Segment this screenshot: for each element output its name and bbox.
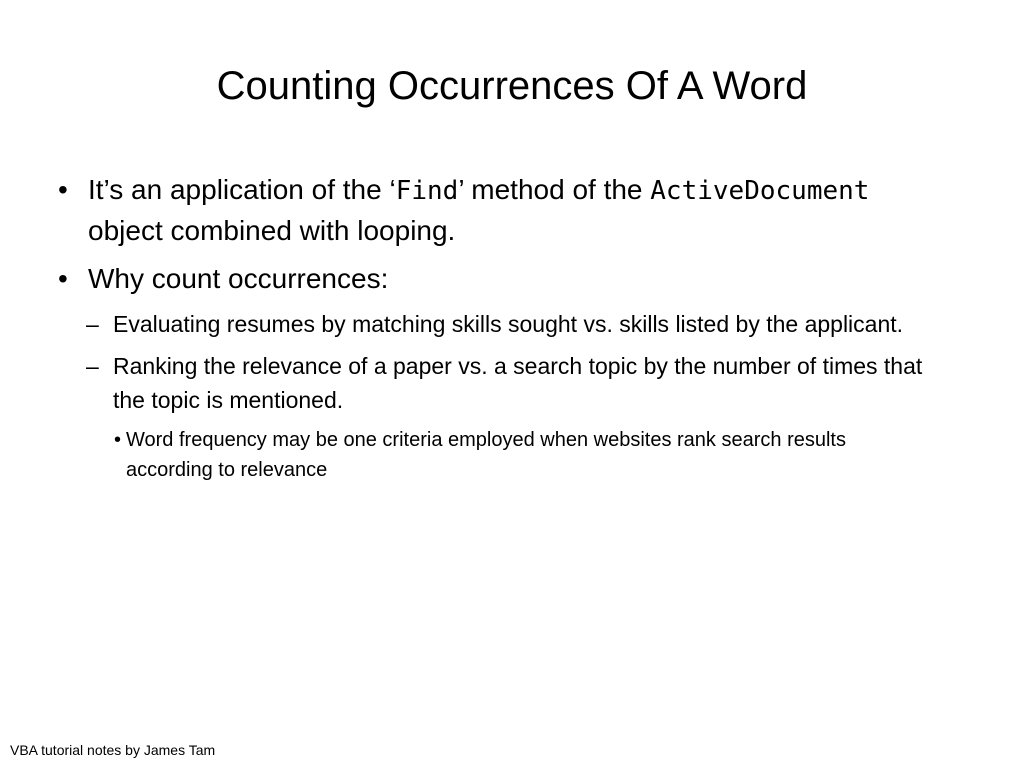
bullet-marker: • — [114, 429, 122, 451]
bullet-text: Why count occurrences: — [88, 263, 389, 294]
sub-bullet-resumes — [58, 307, 938, 341]
sub-sub-bullet-text: Word frequency may be one criteria employed when websites rank search results according to relevance — [126, 429, 846, 481]
dash-marker: – — [86, 311, 99, 337]
bullet-marker: • — [58, 174, 68, 205]
footer-credit: VBA tutorial notes by James Tam — [10, 742, 216, 758]
bullet-text-before: It’s an application of the ‘ — [88, 174, 396, 205]
sub-bullet-ranking — [58, 349, 938, 417]
code-find: Find — [395, 176, 459, 206]
slide-content — [58, 170, 938, 485]
sub-sub-bullet-word-frequency — [58, 425, 938, 485]
slide-title: Counting Occurrences Of A Word — [216, 64, 808, 108]
bullet-text-mid: ’ method of the — [458, 174, 651, 205]
bullet-text-after: object combined with looping. — [88, 215, 456, 246]
sub-bullet-text: Evaluating resumes by matching skills sought vs. skills listed by the applicant. — [113, 311, 904, 337]
bullet-marker: • — [58, 263, 68, 294]
dash-marker: – — [86, 353, 99, 379]
sub-bullet-text: Ranking the relevance of a paper vs. a search topic by the number of times that the topic is mentioned. — [113, 353, 923, 413]
code-activedocument: ActiveDocument — [650, 176, 870, 206]
bullet-find-method — [58, 170, 938, 251]
bullet-why-count — [58, 259, 938, 299]
